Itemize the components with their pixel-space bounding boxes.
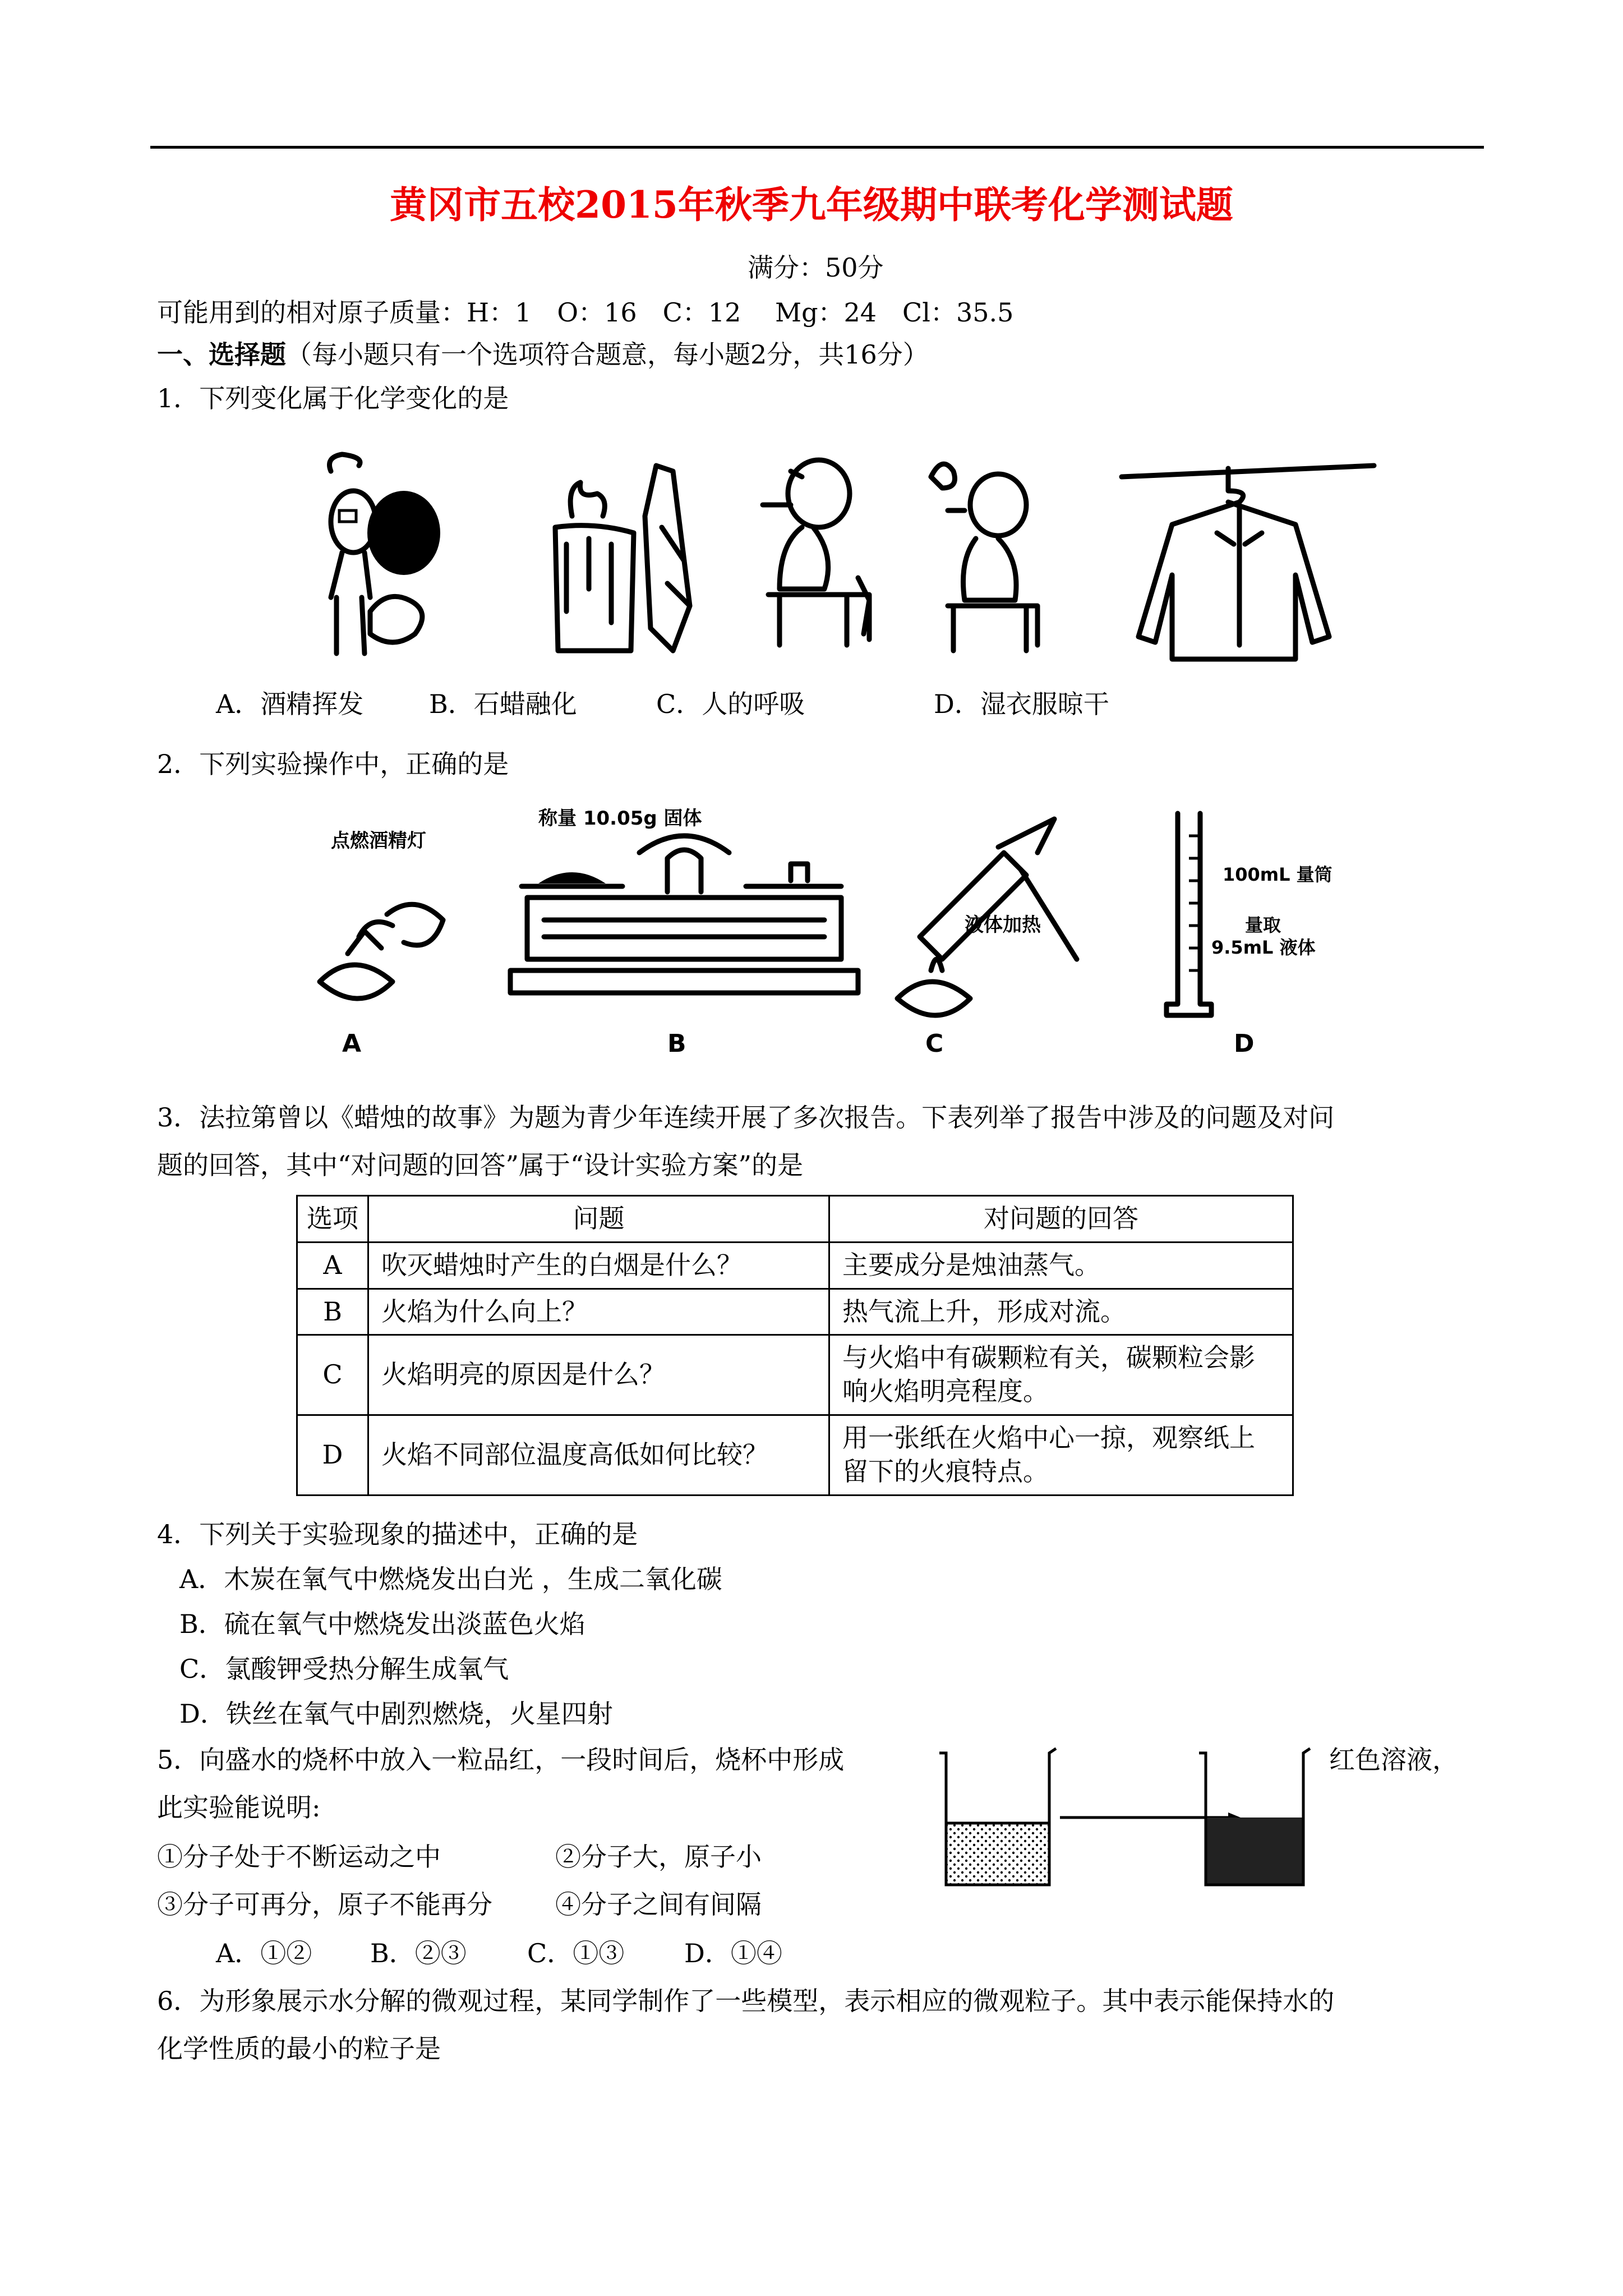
q2-label-d2: 量取 [1245,914,1281,936]
q5-statement-2: ②分子大，原子小 [555,1842,762,1872]
q1-figure [308,443,1374,656]
q1-option-c: C．人的呼吸 [656,689,805,719]
q5-option-b: B．②③ [370,1938,467,1968]
q1-figure-a [330,454,441,654]
q5-stem-line2: 此实验能说明: [157,1792,321,1823]
q2-label-c: 液体加热 [965,914,1041,936]
q4-option-c: C．氯酸钾受热分解生成氧气 [179,1654,509,1684]
q4-option-d: D．铁丝在氧气中剧烈燃烧，火星四射 [179,1699,613,1729]
q2-figure-b [510,807,858,1058]
beaker-before [939,1749,1056,1885]
q5-option-a: A．①② [216,1938,312,1968]
q3-header-option: 选项 [297,1196,368,1243]
q3-row-b-question: 火焰为什么向上？ [368,1289,829,1335]
q1-figure-c2 [931,464,1038,651]
section-heading-label: 一、选择题 [157,339,286,370]
q1-figure-b [555,466,690,651]
q6-stem-line1: 6．为形象展示水分解的微观过程，某同学制作了一些模型，表示相应的微观粒子。其中表示能保持水的 [157,1986,1335,2016]
q3-row-a-question: 吹灭蜡烛时产生的白烟是什么？ [368,1242,829,1289]
section-heading-note: （每小题只有一个选项符合题意，每小题2分，共16分） [286,339,929,370]
q2-figure [303,802,1368,1066]
q2-figure-d [1166,813,1332,1058]
q3-table-row [297,1289,1293,1335]
q1-stem: 1．下列变化属于化学变化的是 [157,383,509,413]
q4-option-a: A．木炭在氧气中燃烧发出白光 ，生成二氧化碳 [179,1564,722,1594]
q5-option-d: D．①④ [684,1938,782,1968]
q1-figure-d [1122,466,1374,659]
q2-label-d3: 9.5mL 液体 [1211,937,1316,958]
q2-figure-a [320,830,443,1058]
q2-label-d1: 100mL 量筒 [1223,864,1332,885]
q3-table-row [297,1242,1293,1289]
q2-figure-c [897,819,1077,1058]
q2-stem: 2．下列实验操作中，正确的是 [157,749,509,779]
q6-stem-line2: 化学性质的最小的粒子是 [157,2033,441,2064]
q2-label-a: 点燃酒精灯 [331,830,426,852]
page-title: 黄冈市五校2015年秋季九年级期中联考化学测试题 [390,183,1233,227]
q2-tag-c: C [925,1029,944,1058]
q3-row-b-answer: 热气流上升，形成对流。 [829,1289,1293,1335]
q5-stem-part1: 5．向盛水的烧杯中放入一粒品红，一段时间后，烧杯中形成 [157,1745,845,1775]
q3-header-question: 问题 [368,1196,829,1243]
q5-beaker-figure [937,1745,1307,1890]
q3-table [296,1195,1294,1496]
q4-option-b: B．硫在氧气中燃烧发出淡蓝色火焰 [179,1609,585,1639]
q2-label-b: 称量 10.05g 固体 [538,807,702,830]
q3-row-d-question: 火焰不同部位温度高低如何比较？ [368,1415,829,1495]
section-heading [157,339,929,370]
atomic-masses: 可能用到的相对原子质量：H：1 O：16 C：12 Mg：24 Cl：35.5 [157,297,1014,328]
q3-row-c-question: 火焰明亮的原因是什么？ [368,1335,829,1415]
q3-row-d-answer: 用一张纸在火焰中心一掠，观察纸上留下的火痕特点。 [829,1415,1293,1495]
q3-row-c-option: C [297,1335,368,1415]
q5-stem-part2: 红色溶液， [1329,1745,1458,1775]
q5-statement-1: ①分子处于不断运动之中 [157,1842,441,1872]
q3-row-a-answer: 主要成分是烛油蒸气。 [829,1242,1293,1289]
q1-option-d: D．湿衣服晾干 [934,689,1109,719]
q1-option-a: A．酒精挥发 [216,689,364,719]
q3-table-row [297,1335,1293,1415]
q3-stem-line1: 3．法拉第曾以《蜡烛的故事》为题为青少年连续开展了多次报告。下表列举了报告中涉及的问题及对问 [157,1102,1335,1133]
q3-row-c-answer: 与火焰中有碳颗粒有关，碳颗粒会影响火焰明亮程度。 [829,1335,1293,1415]
q3-row-a-option: A [297,1242,368,1289]
full-score: 满分：50分 [748,252,884,283]
q1-figure-c [763,460,869,645]
q5-statement-3: ③分子可再分，原子不能再分 [157,1889,492,1920]
q2-tag-d: D [1234,1029,1255,1058]
q3-table-header [297,1196,1293,1243]
q2-tag-b: B [667,1029,686,1058]
q2-tag-a: A [342,1029,362,1058]
q3-row-d-option: D [297,1415,368,1495]
q1-option-b: B．石蜡融化 [429,689,577,719]
q3-table-row [297,1415,1293,1495]
q5-option-c: C．①③ [527,1938,625,1968]
top-rule [150,146,1484,149]
q4-stem: 4．下列关于实验现象的描述中，正确的是 [157,1519,638,1549]
q3-stem-line2: 题的回答，其中“对问题的回答”属于“设计实验方案”的是 [157,1150,804,1180]
q5-statement-4: ④分子之间有间隔 [555,1889,762,1920]
q3-row-b-option: B [297,1289,368,1335]
q3-header-answer: 对问题的回答 [829,1196,1293,1243]
